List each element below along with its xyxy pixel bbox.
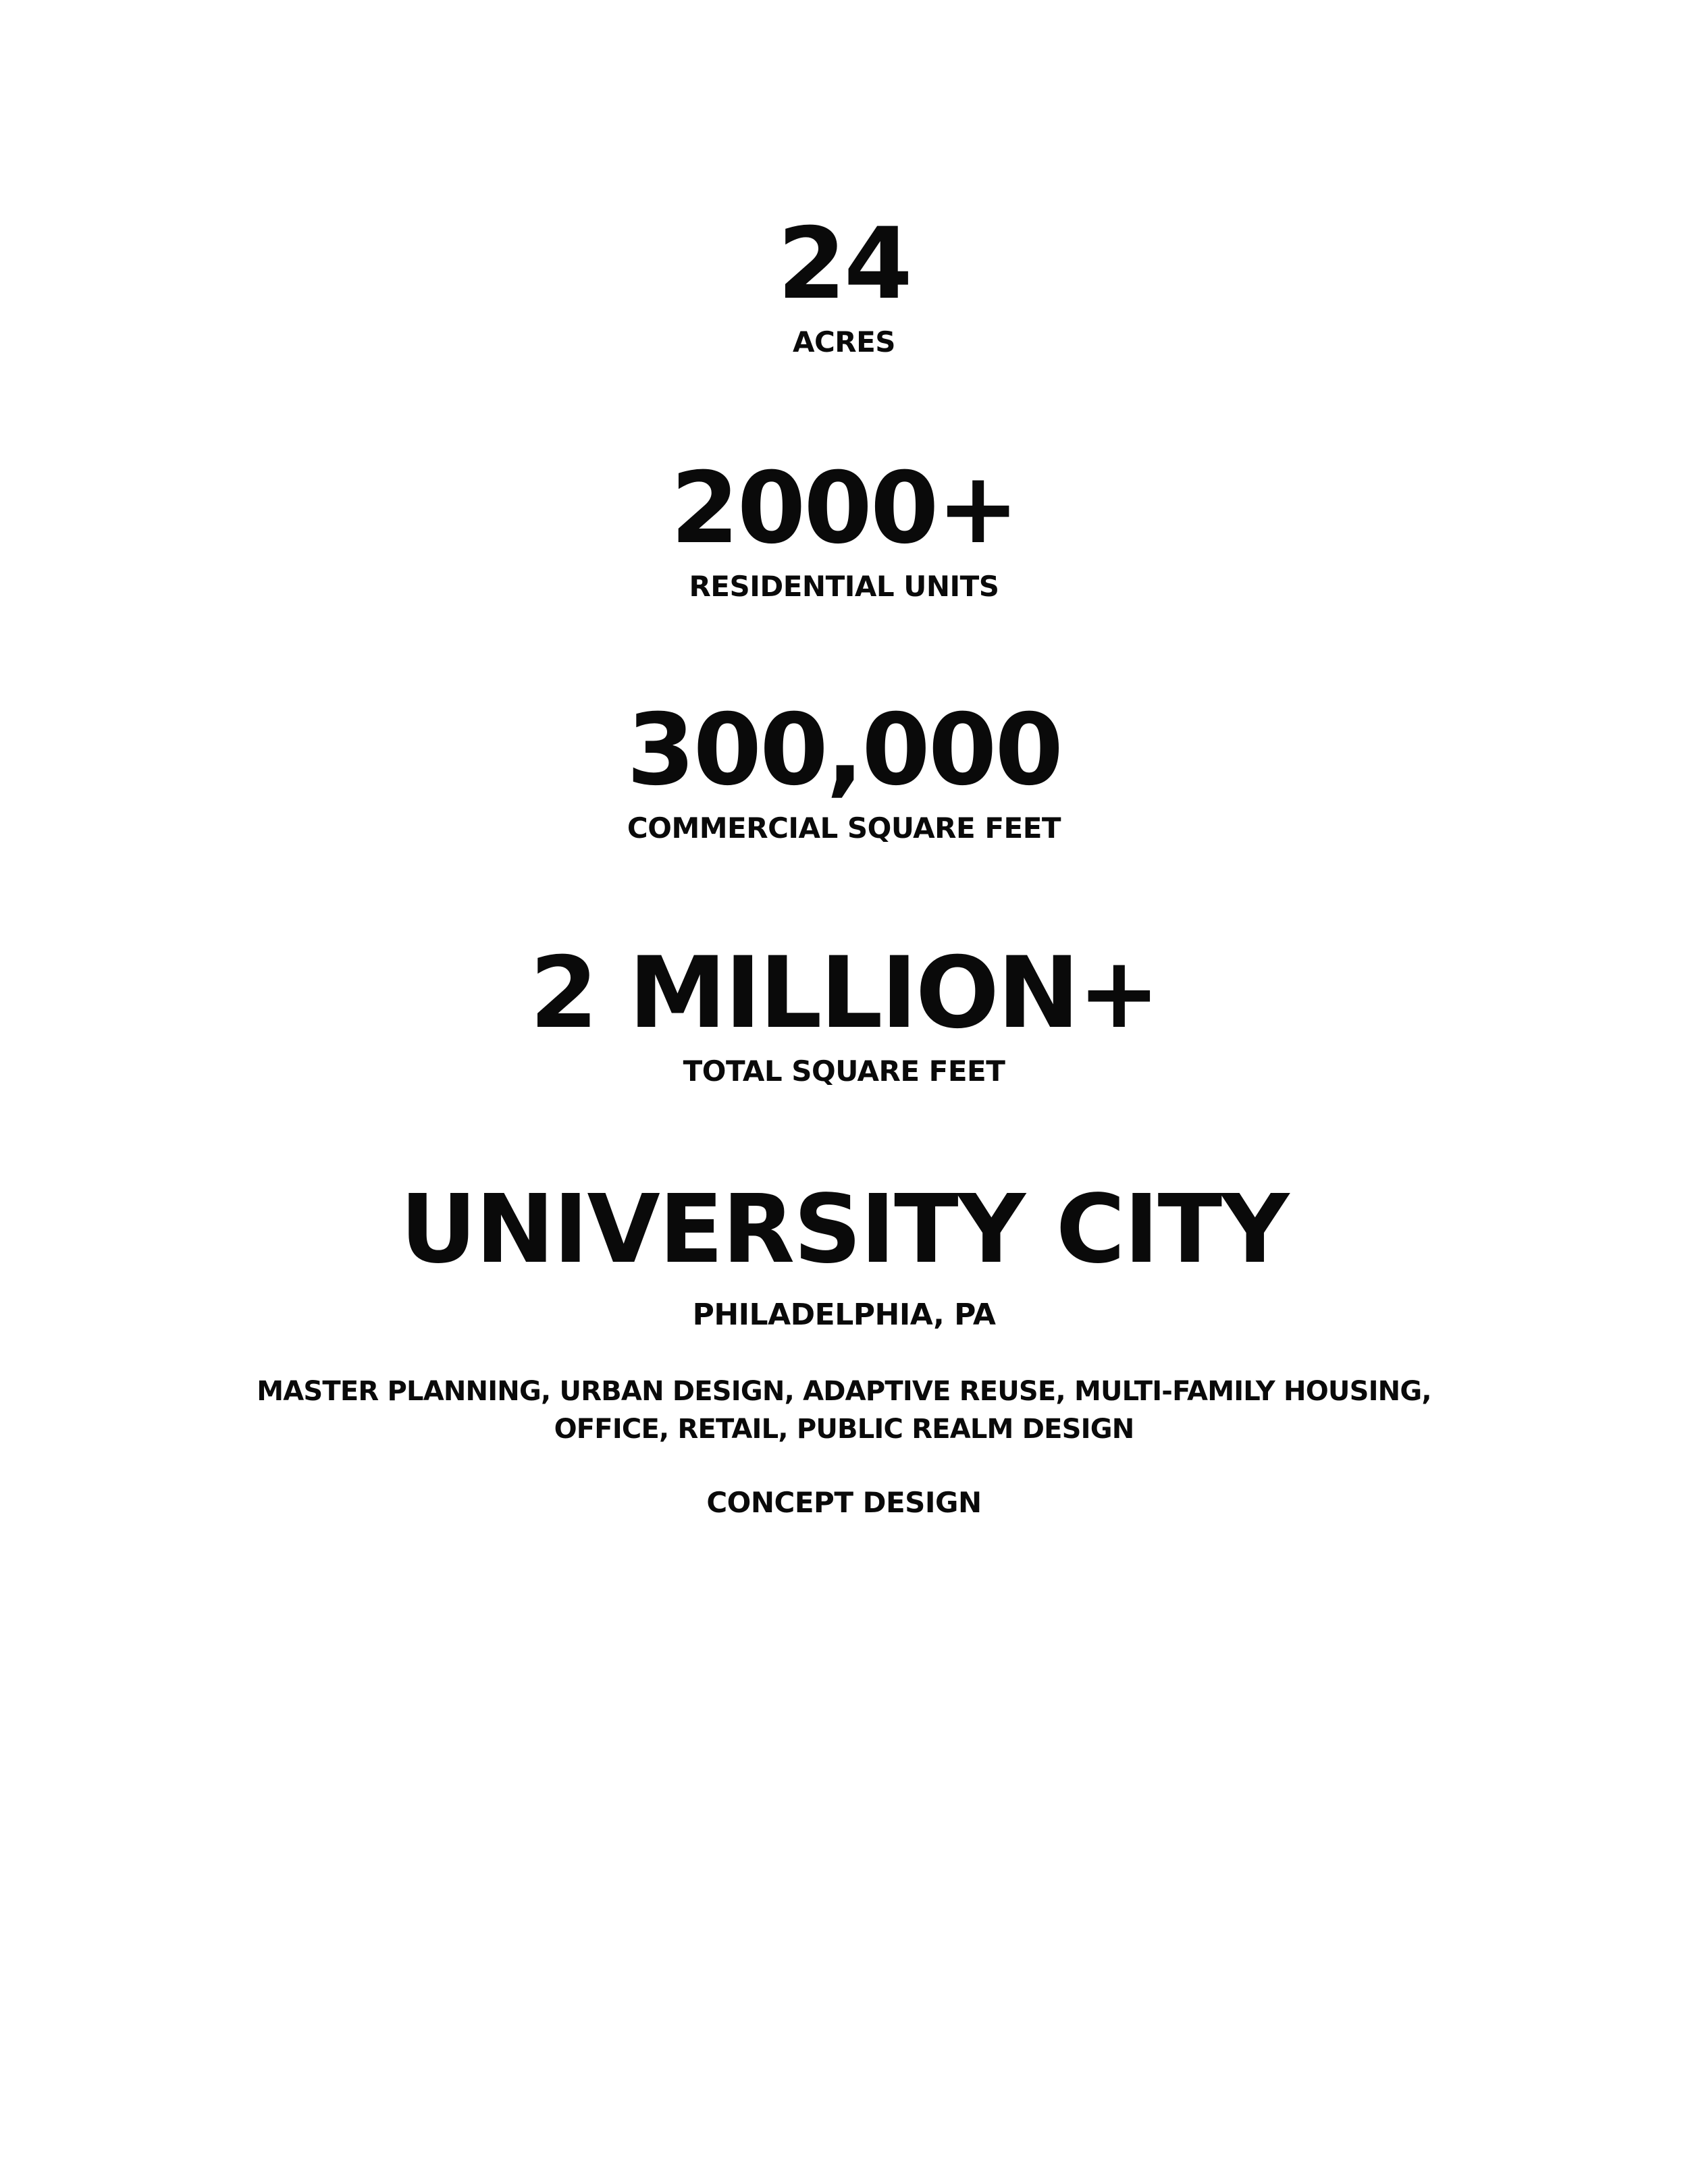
services-line-2: OFFICE, RETAIL, PUBLIC REALM DESIGN	[554, 1414, 1134, 1445]
project-location: PHILADELPHIA, PA	[692, 1298, 996, 1332]
stat-value-residential-units: 2000+	[670, 451, 1018, 566]
project-services	[0, 1373, 1688, 1448]
stat-label-acres: ACRES	[792, 325, 896, 358]
project-phase: CONCEPT DESIGN	[706, 1486, 982, 1519]
project-name: UNIVERSITY CITY	[400, 1175, 1288, 1285]
stat-label-total-square-feet: TOTAL SQUARE FEET	[683, 1055, 1005, 1088]
stat-total-square-feet	[0, 936, 1688, 1088]
stat-label-commercial-square-feet: COMMERCIAL SQUARE FEET	[627, 811, 1061, 845]
stat-commercial-square-feet	[0, 693, 1688, 845]
stat-label-residential-units: RESIDENTIAL UNITS	[689, 570, 999, 603]
stat-value-acres: 24	[777, 207, 911, 321]
stat-residential-units	[0, 451, 1688, 603]
stat-value-total-square-feet: 2 MILLION+	[529, 936, 1159, 1050]
project-heading	[0, 1175, 1688, 1332]
stat-value-commercial-square-feet: 300,000	[627, 693, 1061, 807]
stat-acres	[0, 207, 1688, 358]
services-line-1: MASTER PLANNING, URBAN DESIGN, ADAPTIVE REUSE, MULTI-FAMILY HOUSING,	[257, 1376, 1431, 1407]
